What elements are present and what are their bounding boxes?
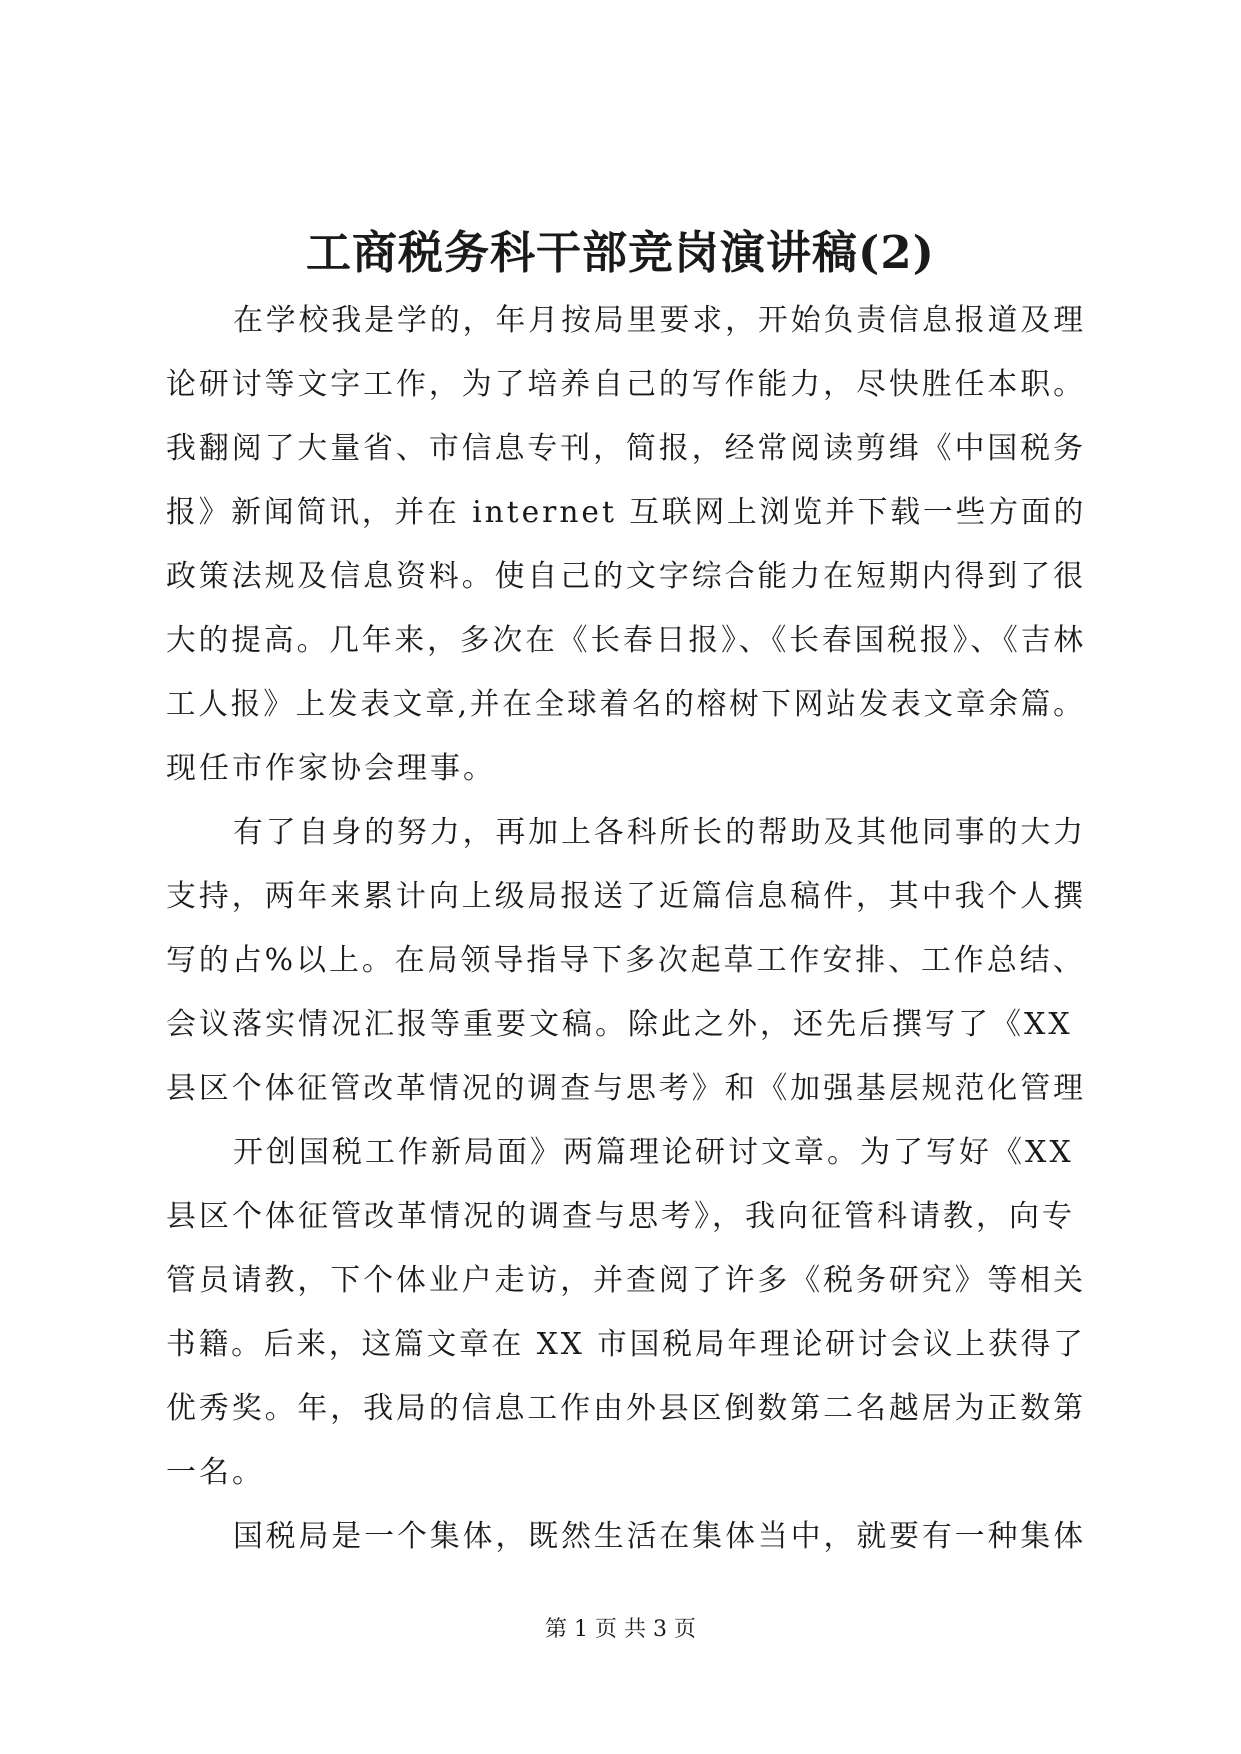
document-body xyxy=(166,289,1086,1569)
text-line: 报》新闻简讯，并在 internet 互联网上浏览并下载一些方面的 xyxy=(166,495,1087,530)
text-line: 优秀奖。年，我局的信息工作由外县区倒数第二名越居为正数第 xyxy=(166,1391,1086,1426)
text-line: 县区个体征管改革情况的调查与思考》，我向征管科请教，向专 xyxy=(166,1199,1075,1234)
text-line: 现任市作家协会理事。 xyxy=(166,751,496,786)
text-line: 书籍。后来，这篇文章在 XX 市国税局年理论研讨会议上获得了 xyxy=(166,1327,1086,1362)
text-line: 管员请教，下个体业户走访，并查阅了许多《税务研究》等相关 xyxy=(166,1263,1086,1298)
text-line: 国税局是一个集体，既然生活在集体当中，就要有一种集体 xyxy=(233,1519,1086,1554)
text-line: 工人报》上发表文章,并在全球着名的榕树下网站发表文章余篇。 xyxy=(166,687,1086,722)
text-line: 会议落实情况汇报等重要文稿。除此之外，还先后撰写了《XX xyxy=(166,1007,1073,1042)
page-footer: 第 1 页 共 3 页 xyxy=(545,1617,696,1642)
text-line: 开创国税工作新局面》两篇理论研讨文章。为了写好《XX xyxy=(233,1135,1074,1170)
text-line: 写的占%以上。在局领导指导下多次起草工作安排、工作总结、 xyxy=(166,943,1086,978)
text-line: 有了自身的努力，再加上各科所长的帮助及其他同事的大力 xyxy=(233,815,1086,850)
text-line: 在学校我是学的，年月按局里要求，开始负责信息报道及理 xyxy=(233,303,1086,338)
text-line: 支持，两年来累计向上级局报送了近篇信息稿件，其中我个人撰 xyxy=(166,879,1086,914)
document-title: 工商税务科干部竞岗演讲稿(2) xyxy=(306,226,935,279)
text-line: 政策法规及信息资料。使自己的文字综合能力在短期内得到了很 xyxy=(166,559,1086,594)
text-line: 我翻阅了大量省、市信息专刊，简报，经常阅读剪缉《中国税务 xyxy=(166,431,1086,466)
text-line: 县区个体征管改革情况的调查与思考》和《加强基层规范化管理 xyxy=(166,1071,1086,1106)
text-line: 一名。 xyxy=(166,1455,265,1490)
text-line: 论研讨等文字工作，为了培养自己的写作能力，尽快胜任本职。 xyxy=(166,367,1086,402)
text-line: 大的提高。几年来，多次在《长春日报》、《长春国税报》、《吉林 xyxy=(166,623,1086,658)
